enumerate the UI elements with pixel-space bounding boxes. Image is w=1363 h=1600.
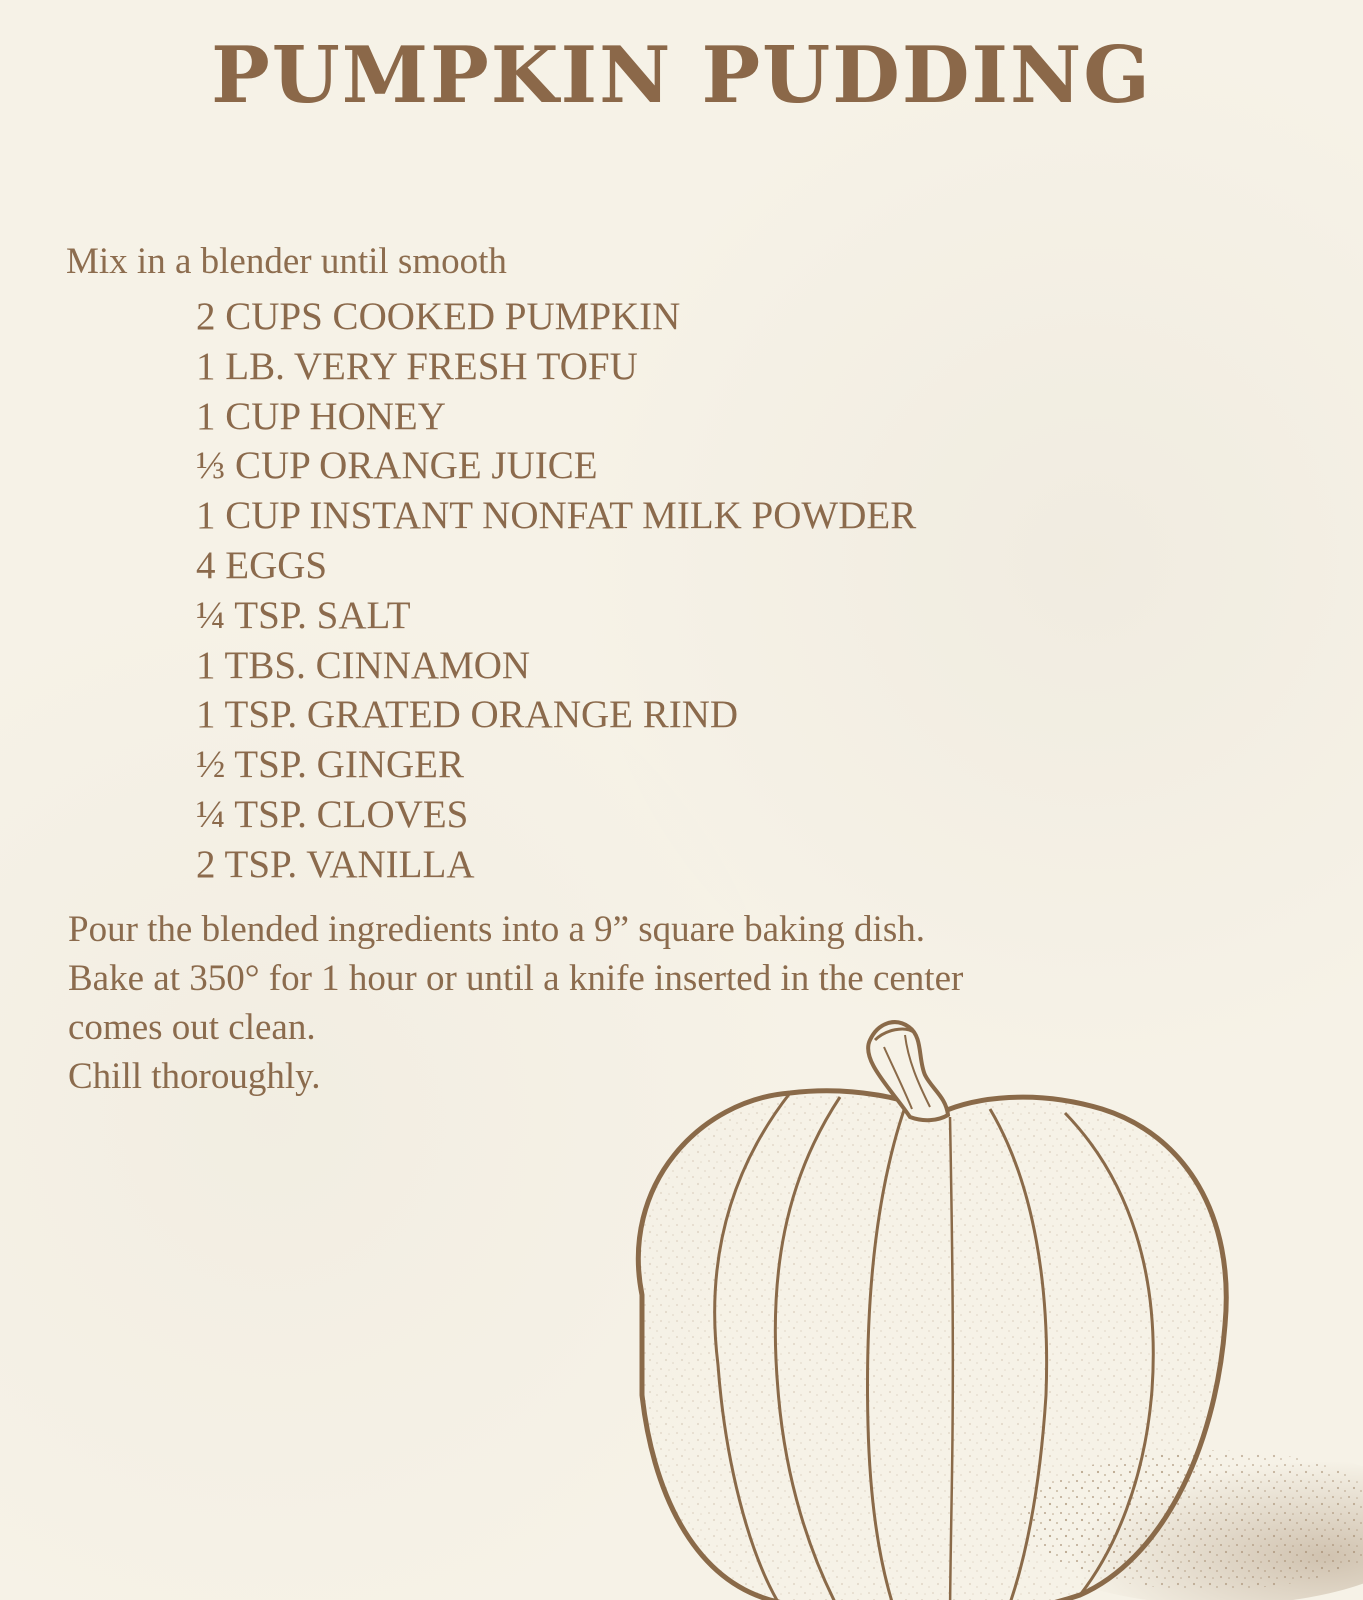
ingredient-item: 1 TBS. CINNAMON <box>196 643 531 687</box>
recipe-title: PUMPKIN PUDDING <box>211 30 1152 121</box>
ingredient-item: ¼ TSP. CLOVES <box>196 792 469 836</box>
ingredient-item: 4 EGGS <box>196 543 328 587</box>
ingredient-item: 2 TSP. VANILLA <box>196 842 475 886</box>
intro-text: Mix in a blender until smooth <box>66 241 507 282</box>
instruction-line: Chill thoroughly. <box>68 1056 321 1097</box>
ingredient-list <box>196 292 916 890</box>
ingredient-item: ½ TSP. GINGER <box>196 743 464 787</box>
instruction-line: Pour the blended ingredients into a 9” square baking dish. <box>68 909 925 950</box>
pumpkin-illustration <box>520 1005 1363 1600</box>
ingredient-item: 1 TSP. GRATED ORANGE RIND <box>196 693 739 737</box>
ingredient-item: 2 CUPS COOKED PUMPKIN <box>196 295 681 338</box>
instruction-line: comes out clean. <box>68 1007 316 1048</box>
pumpkin-icon <box>520 1005 1363 1600</box>
ingredient-item: 1 LB. VERY FRESH TOFU <box>196 344 638 388</box>
ingredient-item: ¼ TSP. SALT <box>196 593 411 637</box>
ingredient-item: ⅓ CUP ORANGE JUICE <box>196 444 598 488</box>
ingredient-item: 1 CUP INSTANT NONFAT MILK POWDER <box>196 494 917 538</box>
instruction-line: Bake at 350° for 1 hour or until a knife inserted in the center <box>68 958 964 999</box>
ingredient-item: 1 CUP HONEY <box>196 394 446 438</box>
